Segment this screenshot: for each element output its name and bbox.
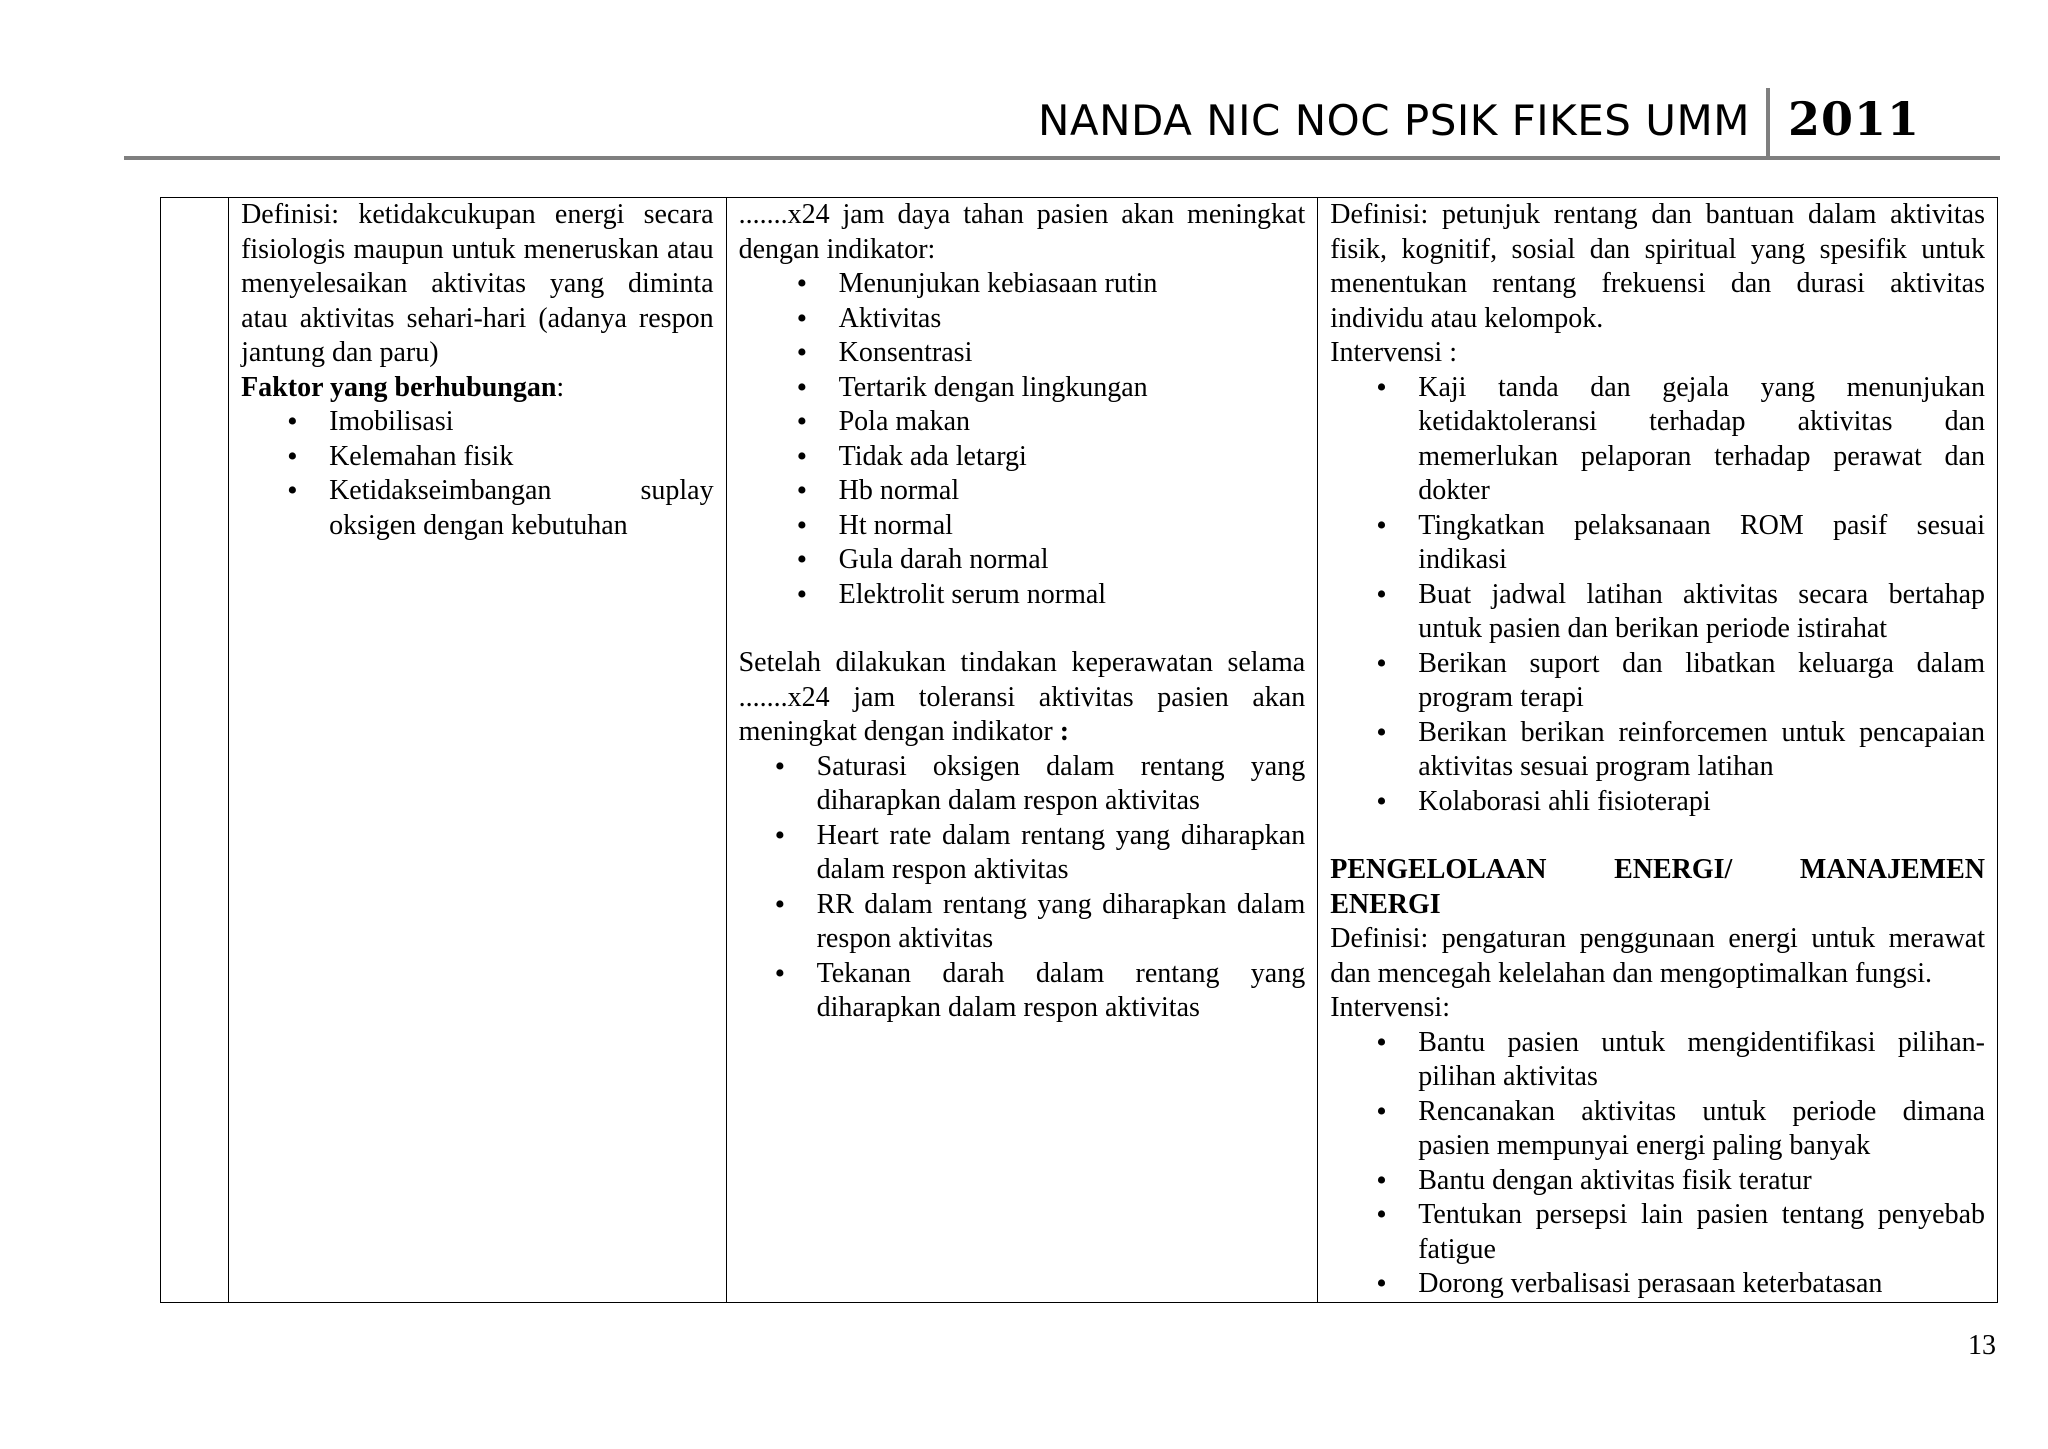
section-heading-word: MANAJEMEN [1799, 854, 1985, 885]
intervention-label-2: Intervensi: [1330, 992, 1450, 1023]
list-item: • Rencanakan aktivitas untuk periode dimana pasien mempunyai energi paling banyak [1418, 1095, 1985, 1164]
indicator-list-2 [739, 750, 1306, 1026]
list-item: • Saturasi oksigen dalam rentang yang diharapkan dalam respon aktivitas [817, 750, 1306, 819]
related-factors-list [241, 405, 714, 543]
list-item: • Berikan suport dan libatkan keluarga dalam program terapi [1418, 647, 1985, 716]
list-item: • Kolaborasi ahli fisioterapi [1418, 785, 1985, 820]
list-item: • Berikan berikan reinforcemen untuk pencapaian aktivitas sesuai program latihan [1418, 716, 1985, 785]
list-item: • Tekanan darah dalam rentang yang diharapkan dalam respon aktivitas [817, 957, 1306, 1026]
list-item: • Tentukan persepsi lain pasien tentang penyebab fatigue [1418, 1198, 1985, 1267]
list-item: • Aktivitas [839, 302, 1306, 337]
list-item: • Gula darah normal [839, 543, 1306, 578]
diagnosis-definition: Definisi: ketidakcukupan energi secara fisiologis maupun untuk meneruskan atau menyelesaikan aktivitas yang diminta atau aktivitas sehari-hari (adanya respon jantung dan paru) [241, 199, 714, 368]
intervention-label-1: Intervensi : [1330, 337, 1457, 368]
list-item: • Konsentrasi [839, 336, 1306, 371]
list-item: • Kaji tanda dan gejala yang menunjukan ketidaktoleransi terhadap aktivitas dan memerlukan pelaporan terhadap perawat dan dokter [1418, 371, 1985, 509]
empty-number-cell [161, 198, 229, 1303]
outcome-intro-2-colon: : [1052, 716, 1070, 747]
outcome-cell [726, 198, 1318, 1303]
related-factors-colon: : [556, 371, 565, 403]
page-header [124, 88, 2000, 158]
diagnosis-cell [229, 198, 727, 1303]
outcome-intro-2-text: Setelah dilakukan tindakan keperawatan selama .......x24 jam toleransi aktivitas pasien akan meningkat dengan indikator [738, 647, 1306, 747]
list-item: • Imobilisasi [329, 405, 714, 440]
care-plan-table [160, 197, 1998, 1303]
intervention-list-1 [1330, 371, 1985, 820]
list-item: • Tingkatkan pelaksanaan ROM pasif sesuai indikasi [1418, 509, 1985, 578]
list-item: • Bantu pasien untuk mengidentifikasi pilihan-pilihan aktivitas [1418, 1026, 1985, 1095]
list-item: • Hb normal [839, 474, 1306, 509]
section-heading-word: ENERGI/ [1614, 854, 1733, 885]
section-heading-word: PENGELOLAAN [1330, 854, 1547, 885]
intervention-list-2 [1330, 1026, 1985, 1302]
list-item: • Heart rate dalam rentang yang diharapkan dalam respon aktivitas [817, 819, 1306, 888]
header-divider [1766, 88, 1770, 156]
list-item: • Bantu dengan aktivitas fisik teratur [1418, 1164, 1985, 1199]
list-item: • Buat jadwal latihan aktivitas secara bertahap untuk pasien dan berikan periode istirahat [1418, 578, 1985, 647]
list-item: • Tertarik dengan lingkungan [839, 371, 1306, 406]
intervention-definition-1: Definisi: petunjuk rentang dan bantuan dalam aktivitas fisik, kognitif, sosial dan spiritual yang spesifik untuk menentukan rentang frekuensi dan durasi aktivitas individu atau kelompok. [1330, 199, 1985, 334]
related-factors-heading [241, 371, 714, 406]
page-number: 13 [1968, 1330, 1996, 1361]
list-item: • Elektrolit serum normal [839, 578, 1306, 613]
list-item: • Tidak ada letargi [839, 440, 1306, 475]
header-rule [124, 156, 2000, 160]
outcome-intro-1: .......x24 jam daya tahan pasien akan meningkat dengan indikator: [738, 199, 1306, 265]
list-item: • Menunjukan kebiasaan rutin [839, 267, 1306, 302]
list-item: • Dorong verbalisasi perasaan keterbatasan [1418, 1267, 1985, 1302]
spacer [1330, 819, 1985, 853]
section-heading [1330, 853, 1985, 888]
table-row [161, 198, 1998, 1303]
intervention-cell [1318, 198, 1998, 1303]
header-title: NANDA NIC NOC PSIK FIKES UMM [1037, 96, 1750, 145]
indicator-list-1 [739, 267, 1306, 612]
header-year: 2011 [1788, 92, 1921, 146]
section-heading-line-2: ENERGI [1330, 888, 1441, 920]
list-item: • RR dalam rentang yang diharapkan dalam respon aktivitas [817, 888, 1306, 957]
list-item: • Kelemahan fisik [329, 440, 714, 475]
spacer [739, 612, 1306, 646]
list-item: • Pola makan [839, 405, 1306, 440]
intervention-definition-2: Definisi: pengaturan penggunaan energi untuk merawat dan mencegah kelelahan dan mengoptimalkan fungsi. [1330, 923, 1985, 989]
outcome-intro-2 [739, 646, 1306, 750]
list-item: • Ht normal [839, 509, 1306, 544]
list-item: • Ketidakseimbangan suplay oksigen dengan kebutuhan [329, 474, 714, 543]
related-factors-label: Faktor yang berhubungan [241, 371, 557, 403]
